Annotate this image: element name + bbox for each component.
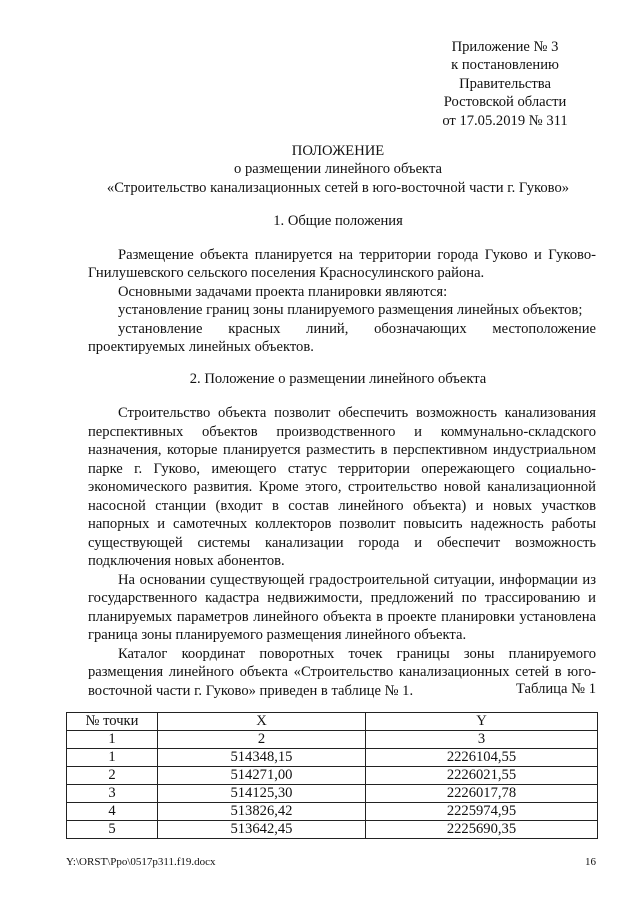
title-main: ПОЛОЖЕНИЕ (291, 143, 385, 159)
table-cell: 514125,30 (158, 785, 366, 803)
table-cell: 5 (67, 821, 158, 839)
appendix-line: к постановлению (451, 57, 559, 74)
table-cell: 4 (67, 803, 158, 821)
table-numbering-row (67, 731, 598, 749)
table-row (67, 749, 598, 767)
footer-page-number: 16 (585, 856, 596, 868)
appendix-line: Ростовской области (443, 94, 567, 111)
table-caption: Таблица № 1 (516, 681, 596, 697)
table-cell: 3 (365, 731, 597, 749)
header-y: Y (365, 713, 597, 731)
header-point-number: № точки (67, 713, 158, 731)
table-row (67, 803, 598, 821)
appendix-header (405, 38, 605, 130)
table-cell: 3 (67, 785, 158, 803)
table-cell: 1 (67, 749, 158, 767)
footer-file-path: Y:\ORST\Ppo\0517p311.f19.docx (66, 856, 216, 868)
table-header-row (67, 713, 598, 731)
paragraph: установление красных линий, обозначающих местоположение проектируемых линейных объектов. (88, 320, 596, 356)
title-subtitle: о размещении линейного объекта (234, 161, 442, 178)
appendix-line: Приложение № 3 (451, 39, 559, 55)
table-row (67, 767, 598, 785)
table-cell: 2226021,55 (365, 767, 597, 785)
paragraph: На основании существующей градостроительной ситуации, информации из государственного кадастра недвижимости, предложений по трассированию и планируемых параметров линейного объекта в проекте планировки установлена граница зоны планируемого размещения линейного объекта. (88, 571, 596, 643)
document-title (40, 142, 636, 197)
table-row (67, 785, 598, 803)
table-cell: 1 (67, 731, 158, 749)
section-2-body (88, 404, 596, 700)
table-cell: 514271,00 (158, 767, 366, 785)
paragraph: Размещение объекта планируется на территории города Гуково и Гуково-Гнилушевского сельского поселения Красносулинского района. (88, 247, 596, 282)
paragraph: Каталог координат поворотных точек границы зоны планируемого размещения линейного объекта «Строительство канализационных сетей в юго-восточной части г. Гуково» приведен в таблице № 1. (88, 645, 596, 699)
table-cell: 2 (158, 731, 366, 749)
table-cell: 514348,15 (158, 749, 366, 767)
section-2-heading: 2. Положение о размещении линейного объекта (189, 371, 487, 387)
section-1-body (88, 246, 596, 356)
table-cell: 2225974,95 (365, 803, 597, 821)
table-cell: 2225690,35 (365, 821, 597, 839)
appendix-line: от 17.05.2019 № 311 (442, 112, 568, 129)
header-x: X (158, 713, 366, 731)
table-row (67, 821, 598, 839)
table-cell: 513642,45 (158, 821, 366, 839)
table-cell: 2226104,55 (365, 749, 597, 767)
table-cell: 2226017,78 (365, 785, 597, 803)
paragraph: Основными задачами проекта планировки являются: (118, 283, 448, 300)
appendix-line: Правительства (459, 75, 551, 92)
title-object-name: «Строительство канализационных сетей в юго-восточной части г. Гуково» (106, 179, 570, 196)
paragraph: Строительство объекта позволит обеспечить возможность канализования перспективных объектов производственного и коммунально-складского назначения, которые планируется разместить в перспективном индустриальном парке г. Гуково, имеющего статус территории опережающего социально-экономического развития. Кроме этого, строительство новой канализационной насосной станции (входит в состав линейного объекта) и новых участков напорных и самотечных коллекторов позволит повысить надежность работы существующей системы канализации города и обеспечит возможность подключения новых абонентов. (88, 405, 596, 569)
table-cell: 2 (67, 767, 158, 785)
paragraph: установление границ зоны планируемого размещения линейных объектов; (118, 302, 583, 319)
section-1-heading: 1. Общие положения (273, 213, 403, 229)
coordinates-table (66, 712, 598, 839)
table-cell: 513826,42 (158, 803, 366, 821)
